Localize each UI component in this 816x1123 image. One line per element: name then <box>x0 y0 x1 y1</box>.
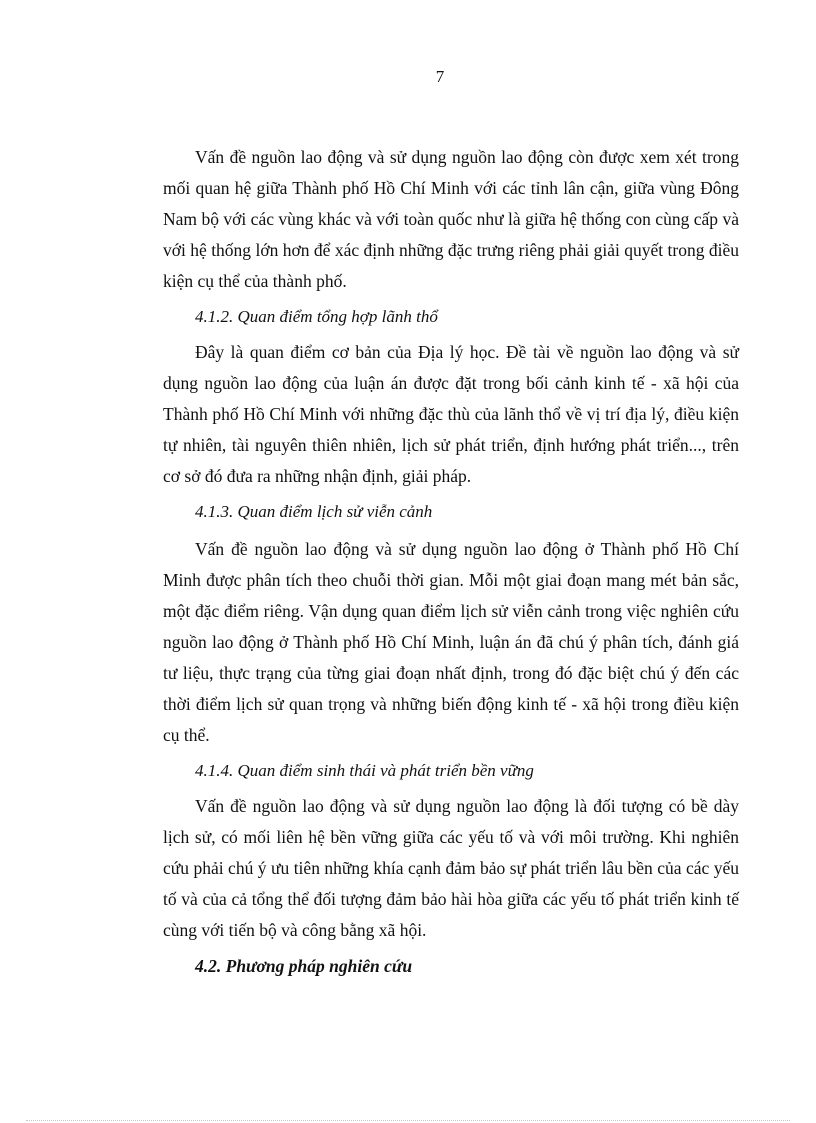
heading-4-2: 4.2. Phương pháp nghiên cứu <box>195 956 413 976</box>
intro-paragraph: Vấn đề nguồn lao động và sử dụng nguồn lao động còn được xem xét trong mối quan hệ giữa Thành phố Hồ Chí Minh với các tỉnh lân cận, giữa vùng Đông Nam bộ với các vùng khác và với toàn quốc như là giữa hệ thống con cùng cấp và với hệ thống lớn hơn để xác định những đặc trưng riêng phải giải quyết trong điều kiện cụ thể của thành phố. <box>163 147 739 291</box>
page-bottom-rule <box>26 1120 790 1121</box>
heading-4-1-3: 4.1.3. Quan điểm lịch sử viễn cảnh <box>195 502 433 521</box>
paragraph-4-1-2: Đây là quan điểm cơ bản của Địa lý học. Đề tài về nguồn lao động và sử dụng nguồn lao động của luận án được đặt trong bối cảnh kinh tế - xã hội của Thành phố Hồ Chí Minh với những đặc thù của lãnh thổ về vị trí địa lý, điều kiện tự nhiên, tài nguyên thiên nhiên, lịch sử phát triển, định hướng phát triển..., trên cơ sở đó đưa ra những nhận định, giải pháp. <box>163 342 739 486</box>
paragraph-4-1-4: Vấn đề nguồn lao động và sử dụng nguồn lao động là đối tượng có bề dày lịch sử, có mối liên hệ bền vững giữa các yếu tố và với môi trường. Khi nghiên cứu phải chú ý ưu tiên những khía cạnh đảm bảo sự phát triển lâu bền của các yếu tố và của cả tổng thể đối tượng đảm bảo hài hòa giữa các yếu tố phát triển kinh tế cùng với tiến bộ và công bằng xã hội. <box>163 796 739 940</box>
heading-4-1-4: 4.1.4. Quan điểm sinh thái và phát triển bền vững <box>195 761 534 780</box>
document-body <box>163 142 739 986</box>
page-number: 7 <box>435 67 445 86</box>
paragraph-4-1-3: Vấn đề nguồn lao động và sử dụng nguồn lao động ở Thành phố Hồ Chí Minh được phân tích theo chuỗi thời gian. Mỗi một giai đoạn mang mét bản sắc, một đặc điểm riêng. Vận dụng quan điểm lịch sử viễn cảnh trong việc nghiên cứu nguồn lao động ở Thành phố Hồ Chí Minh, luận án đã chú ý phân tích, đánh giá tư liệu, thực trạng của từng giai đoạn nhất định, trong đó đặc biệt chú ý đến các thời điểm lịch sử quan trọng và những biến động kinh tế - xã hội trong điều kiện cụ thể. <box>163 539 739 745</box>
heading-4-1-2: 4.1.2. Quan điểm tổng hợp lãnh thổ <box>195 307 438 326</box>
